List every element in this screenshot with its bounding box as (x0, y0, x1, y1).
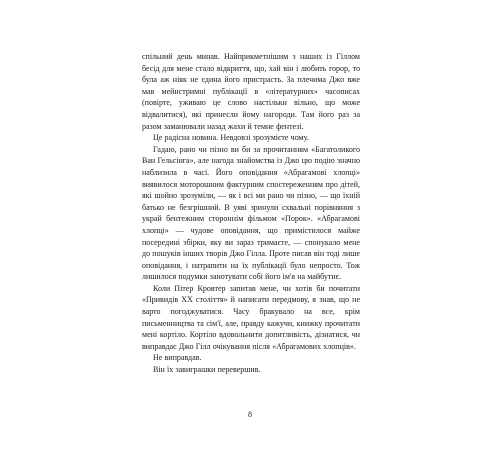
paragraph-1: спільний день минав. Найприкметнішим з наших із Гіллом бесід для мене стало відкриття, що, хай він і любить горор, то була аж ніяк не єдина його пристрасть. За плечима Джо вже мав мейнстримні публікації в «літературних» часописах (повірте, уживаю це слово настільки вільно, що може відвалитися), які принесли йому нагороди. Там його раз за разом заманювали назад жахи й темне фентезі. (142, 52, 360, 131)
body-text (142, 51, 360, 376)
paragraph-4: Коли Пітер Кровтер запитав мене, чи хотів би почитати «Привидів ХХ століття» й написати передмову, я знав, що не варто погоджуватися. Часу бракувало на все, крім письменництва та сім'ї, але, правду кажучи, книжку прочитати мені кортіло. Кортіло вдовольнити допитливість, дізнатися, чи виправдає Джо Гілл очікування після «Абрагамових хлопців». (142, 283, 360, 351)
paragraph-5: Не виправдав. (153, 353, 202, 363)
paragraph-3: Гадаю, рано чи пізно ви би за прочитанням «Багатоликого Ван Гельсінга», але нагода знайомства із Джо цю подію значно наблизила в часі. Його оповідання «Абрагамові хлопці» виявилося моторошним фактурним спостереженням про дітей, які шойно зрозуміли, — як і всі ми рано чи пізно, — що їхній батько не безгрішний. В уяві зринули схвальні порівняння з украй бентежним стороннім фільмом «Порок». «Абрагамові хлопці» — чудове оповідання, що примістилося майже посередині збірки, яку ви зараз тримаєте, — спонукало мене до пошуків інших творів Джо Гілла. Проте писав він тоді лише оповідання, і натрапити на їх публікації було непросто. Тож лишилося подумки занотувати собі його ім'я на майбутнє. (142, 144, 360, 282)
paragraph-6: Він їх завиграшки перевершив. (153, 365, 261, 375)
paragraph-2: Це радісна новина. Невдовзі зрозумієте чому. (153, 133, 309, 143)
page-number: 8 (248, 410, 252, 419)
